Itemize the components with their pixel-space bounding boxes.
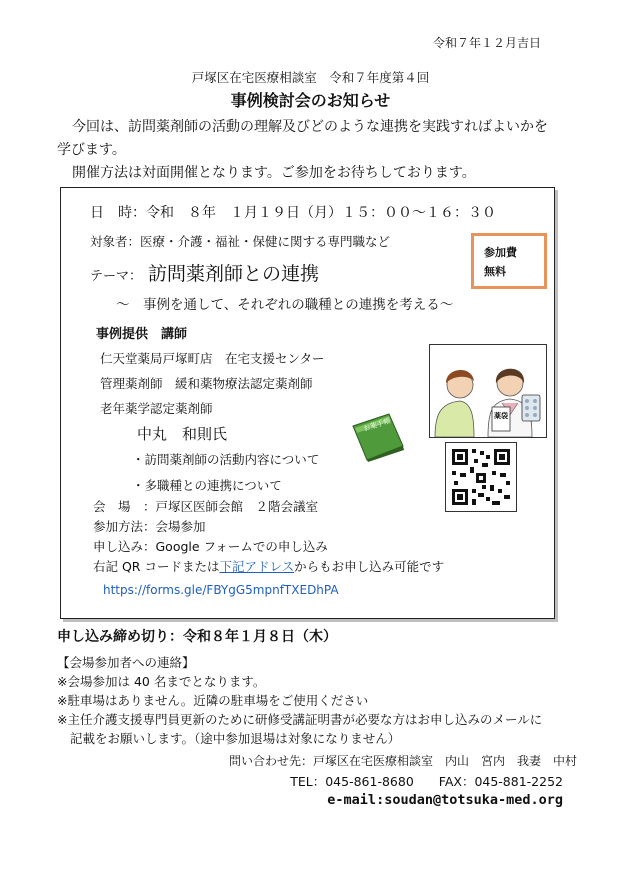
notebook-label: お薬手帳	[362, 416, 392, 434]
intro-line-3: 開催方法は対面開催となります。ご参加をお待ちしております。	[72, 165, 476, 181]
note-certificate: ※主任介護支援専門員更新のために研修受講証明書が必要な方はお申し込みのメールに	[57, 712, 543, 727]
presenter-affiliation: 仁天堂薬局戸塚町店 在宅支援センター	[100, 351, 325, 366]
presenter-name: 中丸 和則氏	[137, 425, 228, 443]
participation-method: 参加方法：会場参加	[93, 519, 206, 534]
event-subtitle: ～ 事例を通して、それぞれの職種との連携を考える～	[116, 297, 454, 313]
fee-badge	[471, 233, 547, 289]
notes-heading: 【会場参加者への連絡】	[57, 655, 195, 670]
application-method: 申し込み：Google フォームでの申し込み	[93, 539, 328, 554]
application-note-post: からもお申し込み可能です	[294, 559, 445, 574]
fee-value: 無料	[484, 265, 506, 278]
issue-date: 令和７年１２月吉日	[432, 36, 541, 50]
address-link[interactable]: 下記アドレス	[219, 559, 295, 574]
page-title: 事例検討会のお知らせ	[230, 91, 391, 110]
intro-line-2: 学びます。	[57, 142, 126, 158]
event-venue: 会 場 ：戸塚区医師会館 ２階会議室	[93, 499, 319, 514]
pharmacist-illustration	[429, 344, 547, 438]
contact-persons: 問い合わせ先：戸塚区在宅医療相談室 内山 宮内 我妻 中村	[229, 754, 578, 768]
topic-item-2: ・多職種との連携について	[132, 478, 282, 493]
contact-phone-fax: TEL：045-861-8680 FAX：045-881-2252	[290, 774, 563, 789]
presenter-title-2: 老年薬学認定薬剤師	[100, 401, 213, 416]
note-parking: ※駐車場はありません。近隣の駐車場をご使用ください	[57, 693, 369, 708]
note-certificate-continued: 記載をお願いします。（途中参加退場は対象になりません）	[70, 731, 401, 746]
medication-notebook-illustration	[347, 412, 409, 462]
intro-line-1: 今回は、訪問薬剤師の活動の理解及びどのような連携を実践すればよいかを	[72, 119, 548, 135]
theme-label: テーマ：	[90, 269, 143, 284]
application-url[interactable]: https://forms.gle/FBYgG5mpnfTXEDhPA	[103, 583, 339, 597]
event-audience: 対象者：医療・介護・福祉・保健に関する専門職など	[90, 234, 391, 249]
application-note	[93, 557, 444, 575]
contact-email[interactable]: e-mail:soudan@totsuka-med.org	[327, 792, 563, 808]
fee-label: 参加費	[484, 246, 517, 259]
note-capacity: ※会場参加は 40 名までとなります。	[57, 674, 266, 689]
topic-item-1: ・訪問薬剤師の活動内容について	[132, 452, 320, 467]
medicine-bag-label: 薬袋	[494, 412, 508, 420]
presenter-title-1: 管理薬剤師 緩和薬物療法認定薬剤師	[100, 376, 313, 391]
application-deadline: 申し込み締め切り：令和８年１月８日（木）	[57, 629, 337, 645]
event-datetime: 日 時：令和 ８年 １月１９日（月）１５：００～１６：３０	[90, 205, 496, 221]
presenter-label: 事例提供 講師	[96, 327, 188, 342]
event-theme: 訪問薬剤師との連携	[148, 263, 320, 285]
organizer-line: 戸塚区在宅医療相談室 令和７年度第４回	[191, 70, 430, 85]
application-note-pre: 右記 QR コードまたは	[93, 559, 220, 574]
qr-code[interactable]	[445, 442, 517, 512]
